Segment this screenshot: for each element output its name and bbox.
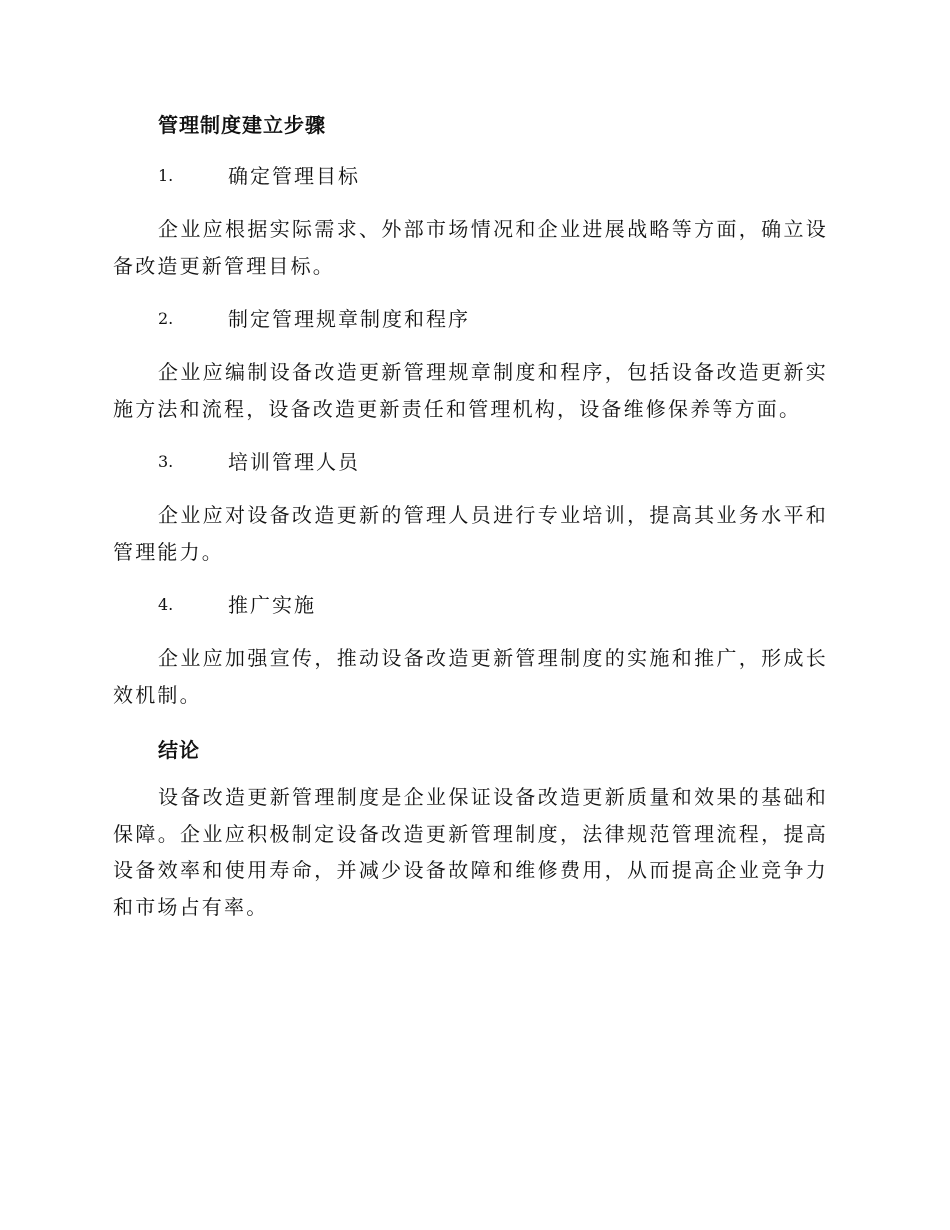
step-number: 3. (158, 452, 174, 471)
step-heading-3 (158, 447, 828, 477)
step-paragraph-3: 企业应对设备改造更新的管理人员进行专业培训，提高其业务水平和管理能力。 (113, 503, 828, 564)
step-title: 制定管理规章制度和程序 (228, 307, 470, 331)
conclusion-paragraph: 设备改造更新管理制度是企业保证设备改造更新质量和效果的基础和保障。企业应积极制定设备改造更新管理制度，法律规范管理流程，提高设备效率和使用寿命，并减少设备故障和维修费用，从而提高企业竞争力和市场占有率。 (113, 785, 828, 919)
step-number: 2. (158, 309, 174, 328)
step-number: 4. (158, 595, 174, 614)
step-title: 培训管理人员 (228, 450, 360, 474)
section-heading: 管理制度建立步骤 (158, 113, 326, 137)
step-paragraph-1: 企业应根据实际需求、外部市场情况和企业进展战略等方面，确立设备改造更新管理目标。 (113, 217, 828, 278)
step-heading-1 (158, 161, 828, 191)
step-title: 推广实施 (228, 593, 316, 617)
step-paragraph-2: 企业应编制设备改造更新管理规章制度和程序，包括设备改造更新实施方法和流程，设备改造更新责任和管理机构，设备维修保养等方面。 (113, 360, 828, 421)
step-number: 1. (158, 166, 174, 185)
step-paragraph-4: 企业应加强宣传，推动设备改造更新管理制度的实施和推广，形成长效机制。 (113, 646, 828, 707)
step-heading-2 (158, 304, 828, 334)
conclusion-heading: 结论 (158, 738, 200, 762)
step-heading-4 (158, 590, 828, 620)
step-title: 确定管理目标 (228, 164, 360, 188)
